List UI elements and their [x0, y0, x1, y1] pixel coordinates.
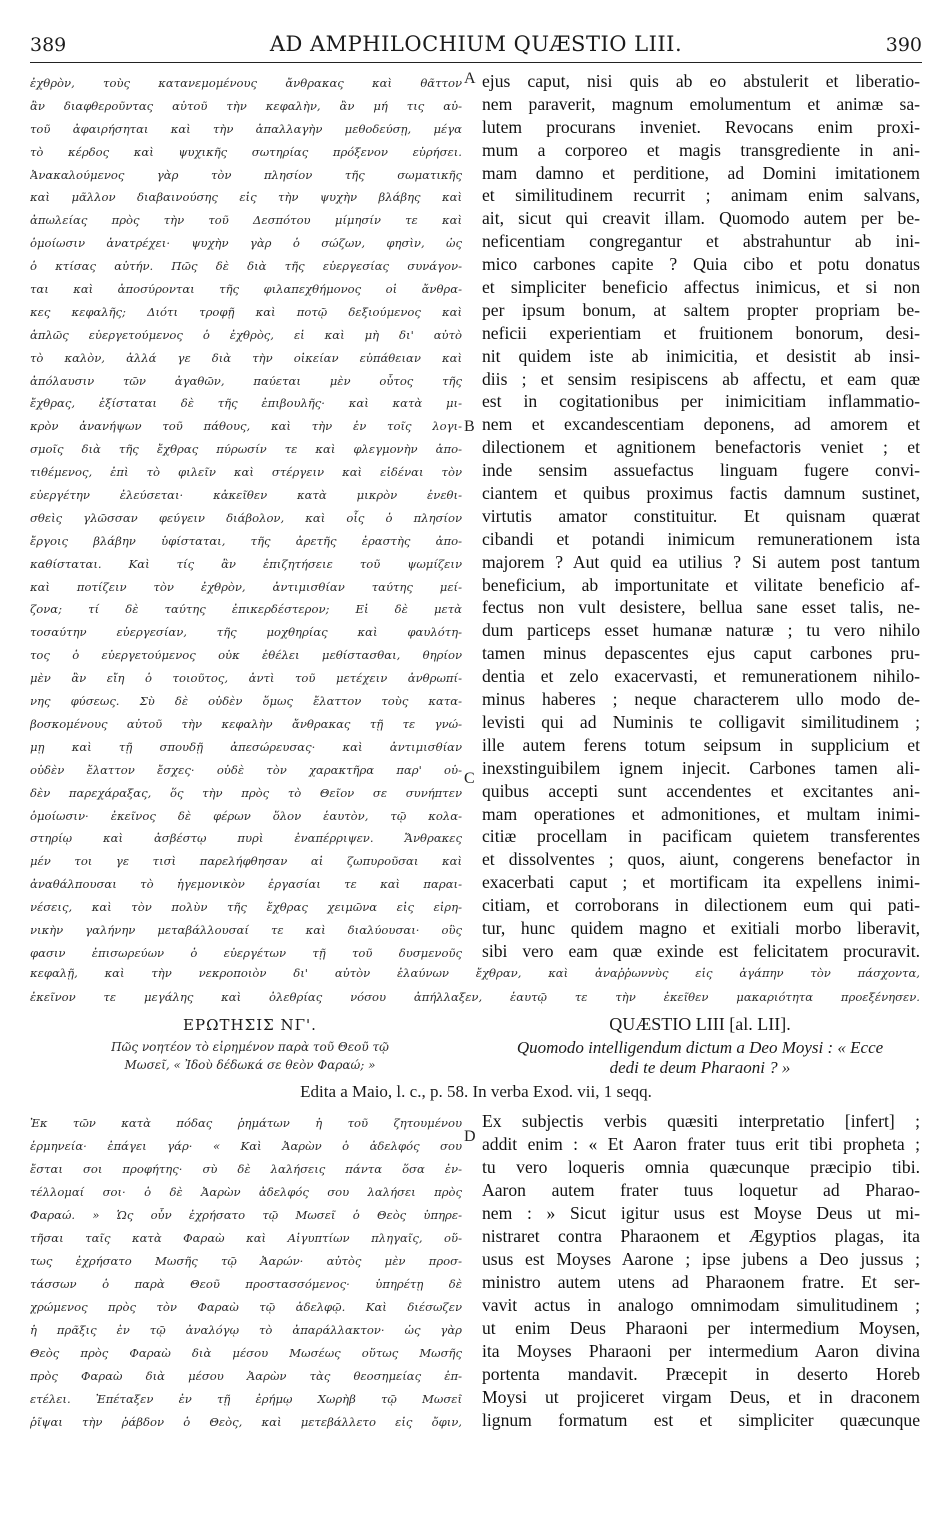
text-line: inexstinguibilem ignem injecit. Carbones tamen ali-: [482, 757, 920, 778]
greek-full-line-1: κεφαλῇ, καὶ τὴν νεκροποιὸν δι' αὐτὸν ἐλαύνων ἔχθραν, καὶ ἀναῤῥωννὺς εἰς ἀγάπην τὸν πάσχοντα,: [30, 966, 920, 980]
text-line: mum a corporeo et magis transgrediente in ani-: [482, 139, 920, 160]
text-line: portenta mandavit. Præcepit in deserto Horeb: [482, 1364, 920, 1384]
text-line: lignum formatum est et simpliciter quæcunque: [482, 1410, 920, 1430]
text-line: νικὴν γαλήνην μεταβάλλουσαί τε καὶ διαλύουσαι· οὓς: [30, 922, 462, 937]
text-line: τῆσαι ταῖς κατὰ Φαραὼ καὶ Αἰγυπτίων πληγαῖς, οὕ-: [30, 1231, 462, 1245]
text-line: dilectionem et agnitionem benefactoris veniet ; et: [482, 437, 920, 458]
text-line: exacerbati caput ; et mortificam ita expellens inimi-: [482, 872, 920, 893]
header-rule: [30, 62, 922, 63]
margin-marker-d: D: [464, 1128, 476, 1145]
margin-marker-a: A: [464, 70, 476, 87]
text-line: Ἐκ τῶν κατὰ πόδας ῥημάτων ἡ τοῦ ζητουμένου: [30, 1116, 462, 1130]
text-line: ciantem et quibus proximus factis damnum sustinet,: [482, 483, 920, 504]
text-line: mam operationes et admonitiones, et multam inimi-: [482, 803, 920, 824]
greek-question-subtitle-2: Μωσεῖ, « Ἰδοὺ δέδωκά σε θεὸν Φαραώ; »: [124, 1058, 376, 1072]
latin-question-subtitle-1: Quomodo intelligendum dictum a Deo Moysi : « Ecce: [516, 1038, 884, 1057]
text-line: vavit actus in analogo omnimodam simulitudinem ;: [482, 1295, 920, 1315]
greek-question-subtitle-1: Πῶς νοητέον τὸ εἰρημένον παρὰ τοῦ Θεοῦ τῷ: [111, 1040, 389, 1054]
text-line: ῥῖψαι τὴν ῥάβδον ὁ Θεὸς, καὶ μετεβάλλετο εἰς ὄφιν,: [30, 1415, 462, 1429]
latin-question-subtitle-2: dedi te deum Pharaoni ? »: [609, 1058, 791, 1077]
text-line: ἀπόλαυσιν τῶν ἀγαθῶν, παύεται μὲν οὗτος τῆς: [30, 373, 462, 388]
text-line: ἔχθρας, ἐξίσταται δὲ τῆς ἐπιβουλῆς· καὶ κατὰ μι-: [30, 396, 462, 411]
text-line: ἡ πρᾶξις ἐν τῷ ἀναλόγῳ τὸ ἀπαράλλακτον· ὡς γὰρ: [30, 1323, 462, 1337]
text-line: φασιν ἐπισωρεύων ὁ εὐεργέτων τῇ τοῦ δυσμενοῦς: [30, 945, 462, 960]
text-line: τοῦ ἀφαιρήσηται καὶ τὴν ἀπαλλαγὴν μεθοδεύσῃ, μέγα: [30, 121, 462, 136]
text-line: nem et excandescentiam deponens, ad amorem et: [482, 414, 920, 435]
text-line: ἔσται σοι προφήτης· σὺ δὲ λαλήσεις πάντα ὅσα ἐν-: [30, 1162, 462, 1176]
latin-column-bottom: [482, 1110, 920, 1432]
text-line: καὶ ποτίζειν τὸν ἐχθρὸν, ἀντιμισθίαν ταύτης μεί-: [30, 579, 462, 594]
text-line: virtutis amator constituitur. Et quisnam quærat: [482, 505, 920, 526]
text-line: πρὸς Φαραὼ διὰ μέσου Ἀαρὼν τὰς θεοσημείας ἐπ-: [30, 1369, 462, 1383]
text-line: ejus caput, nisi quis ab eo abstulerit et liberatio-: [482, 71, 920, 91]
text-line: tu vero loqueris omnia quæcunque præcipio tibi.: [482, 1157, 920, 1177]
text-line: mam damno et perditione, ad Domini imitationem: [482, 162, 920, 183]
text-line: neficii experientiam et fruitionem bonorum, desi-: [482, 322, 920, 343]
text-line: Ex subjectis verbis quæsiti interpretatio [infert] ;: [482, 1111, 920, 1131]
text-line: nem : » Sicut igitur usus est Moyse Deus ut mi-: [482, 1203, 920, 1223]
text-line: τὸ κέρδος καὶ ψυχικῆς σωτηρίας πρόξενον εὑρήσει.: [30, 144, 462, 159]
text-line: Φαραώ. » Ὡς οὖν ἐχρήσατο τῷ Μωσεῖ ὁ Θεὸς ὑπηρε-: [30, 1208, 462, 1222]
text-line: νέσεις, καὶ τὸν πολὺν τῆς ἔχθρας χειμῶνα εἰς εἰρη-: [30, 900, 462, 915]
text-line: δὲν παρεχάραξας, ὅς τὴν πρὸς τὸ Θεῖον σε συνήπτεν: [30, 785, 462, 800]
text-line: ἔργοις βλάβην ὑφίσταται, τῆς ἀρετῆς ἐραστὴς ἀπο-: [30, 533, 462, 548]
text-line: σμοῖς διὰ τῆς ἔχθρας πύρωσίν τε καὶ φλεγμονὴν ἀπο-: [30, 442, 462, 457]
text-line: ita Moyses Pharaoni per intermedium Aaron divina: [482, 1341, 920, 1361]
text-line: per ipsum bonum, at saltem propter propriam be-: [482, 299, 920, 320]
text-line: μὲν ἂν εἴη ὁ τοιοῦτος, ἀντὶ τοῦ μετέχειν ἀνθρωπί-: [30, 671, 462, 686]
text-line: ετέλει. Ἐπέταξεν ἐν τῇ ἐρήμῳ Χωρὴβ τῷ Μωσεῖ: [30, 1392, 462, 1406]
text-line: citiæ procellam in pacificam quietem transferentes: [482, 826, 920, 847]
text-line: εὐεργέτην ἐλεύσεται· κἀκεῖθεν κατὰ μικρὸν ἐνεθι-: [30, 488, 462, 503]
text-line: lutem procurans inveniet. Revocans enim proxi-: [482, 116, 920, 137]
text-line: citiam, et corroborans in dilectionem eum qui pati-: [482, 895, 920, 916]
page-header: [0, 32, 952, 56]
text-line: σθεὶς γλῶσσαν φεύγειν διάβολον, καὶ οἷς ὁ πλησίον: [30, 510, 462, 525]
text-line: μῃ καὶ τῇ σπουδῇ ἀπεσώρευσας· καὶ ἀντιμισθίαν: [30, 739, 462, 754]
running-title: AD AMPHILOCHIUM QUÆSTIO LIII.: [269, 32, 683, 56]
latin-question-title: QUÆSTIO LIII [al. LII].: [609, 1014, 791, 1034]
text-line: addit enim : « Et Aaron frater tuus erit tibi propheta ;: [482, 1134, 920, 1154]
text-line: τοσαύτην εὐεργεσίαν, τῆς μοχθηρίας καὶ φαυλότη-: [30, 625, 462, 640]
text-line: τος ὁ εὐεργετούμενος οὐκ ἐθέλει μεθίστασθαι, θηρίον: [30, 648, 462, 663]
text-line: et similitudinem recurrit ; animam enim salvans,: [482, 185, 920, 206]
text-line: τέλλομαί σοι· ὁ δὲ Ἀαρὼν ἀδελφός σου λαλήσει πρὸς: [30, 1185, 462, 1199]
text-line: quibus accepti sunt accendentes et excitantes ani-: [482, 780, 920, 801]
text-line: ille autem ferens totum seipsum in supplicium et: [482, 734, 920, 755]
text-line: inde sensim assuefactus linguam fugere convi-: [482, 460, 920, 481]
text-line: nem paraverit, magnum emolumentum et animæ sa-: [482, 93, 920, 114]
text-line: καὶ μᾶλλον διαβαινούσης εἰς τὴν ψυχὴν βλάβης καὶ: [30, 190, 462, 205]
text-line: et dissolventes ; quos, aiunt, congerens benefactor in: [482, 849, 920, 870]
text-line: ἐχθρὸν, τοὺς κατανεμομένους ἄνθρακας καὶ θᾶττον: [30, 76, 462, 90]
text-line: levisti qui ad Numinis te colligavit similitudinem ;: [482, 711, 920, 732]
greek-question-title: ΕΡΩΤΗΣΙΣ ΝΓ'.: [183, 1016, 317, 1034]
margin-marker-c: C: [464, 770, 475, 787]
text-line: καθίσταται. Καὶ τίς ἂν ἐπιζητήσειε τοῦ ψωμίζειν: [30, 556, 462, 571]
text-line: ἑρμηνεία· ἐπάγει γάρ· « Καὶ Ἀαρὼν ὁ ἀδελφός σου: [30, 1139, 462, 1153]
text-line: majorem ? Aut quid ea utilius ? Si autem post tantum: [482, 551, 920, 572]
text-line: τὸ καλὸν, ἀλλά γε διὰ τὴν οἰκείαν εὐπάθειαν καὶ: [30, 350, 462, 365]
text-line: Θεὸς πρὸς Φαραὼ διὰ μέσου Μωσέως οὕτως Μωσῆς: [30, 1346, 462, 1360]
text-line: neficentiam congregantur et abstrahuntur ab ini-: [482, 231, 920, 252]
greek-column-top: [30, 72, 462, 965]
text-line: νης φύσεως. Σὺ δὲ οὐδὲν ὅμως ἔλαττον τοὺς κατα-: [30, 694, 462, 709]
text-line: κες κεφαλῆς; Διότι τροφῇ καὶ ποτῷ δεξιούμενος καὶ: [30, 304, 462, 319]
text-line: est in cogitationibus per inimicitiam inflammatio-: [482, 391, 920, 412]
latin-column-top: [482, 70, 920, 963]
edition-note: Edita a Maio, l. c., p. 58. In verba Exod. vii, 1 seqq.: [300, 1082, 652, 1101]
text-line: nit quidem iste ab inimicitia, et desistit ab insi-: [482, 345, 920, 366]
text-line: Moysi ut projiceret virgam Deus, et in draconem: [482, 1387, 920, 1407]
text-line: Ἀνακαλούμενος γὰρ τὸν πλησίον τῆς σωματικῆς: [30, 167, 462, 182]
text-line: ἀπωλείας πρὸς τὴν τοῦ Δεσπότου μίμησίν τε καὶ: [30, 213, 462, 228]
text-line: ἂν διαφθεροῦντας αὐτοῦ τὴν κεφαλὴν, ἂν μή τις αὐ-: [30, 98, 462, 113]
text-line: cibandi et potandi inimicum remunerationem ista: [482, 528, 920, 549]
text-line: ὁ κτίσας αὐτήν. Πῶς δὲ διὰ τῆς εὐεργεσίας συνάγον-: [30, 259, 462, 274]
text-line: fectus non vult desistere, bellua sane esset talis, ne-: [482, 597, 920, 618]
text-line: Aaron autem frater tuus loquetur ad Pharao-: [482, 1180, 920, 1200]
text-line: στηρίῳ καὶ ἀσβέστῳ πυρὶ ἐναπέρριψεν. Ἄνθρακες: [30, 831, 462, 846]
greek-column-bottom: [30, 1112, 462, 1434]
text-line: tamen minus depascentes ejus caput carbones pru-: [482, 643, 920, 664]
text-line: τως ἐχρήσατο Μωσῆς τῷ Ἀαρών· αὐτὸς μὲν προσ-: [30, 1254, 462, 1268]
text-line: τιθέμενος, ἐπὶ τὸ φιλεῖν καὶ στέργειν καὶ εἰδέναι τὸν: [30, 465, 462, 480]
text-line: ὁμοίωσιν· ἐκεῖνος δὲ φέρων ὅλον ἑαυτὸν, τῷ κολα-: [30, 808, 462, 823]
text-line: ται καὶ ἀποσύρονται τῆς φιλαπεχθήμονος οἱ ἄνθρα-: [30, 282, 462, 297]
text-line: nistraret contra Pharaonem et Ægyptios plagas, ita: [482, 1226, 920, 1246]
text-line: βοσκομένους αὐτοῦ τὴν κεφαλὴν ἄνθρακας τῇ τε γνώ-: [30, 716, 462, 731]
margin-marker-b: B: [464, 418, 475, 435]
text-line: diis ; et sensim resipiscens ab affectu, et eam quæ: [482, 368, 920, 389]
text-line: usus est Moyses Aarone ; ipse jubens a Deo jussus ;: [482, 1249, 920, 1269]
text-line: ἁπλῶς εὐεργετούμενος ὁ ἐχθρὸς, εἰ καὶ μὴ δι' αὐτὸ: [30, 327, 462, 342]
text-line: mico carbones capite ? Quia cibo et potu donatus: [482, 254, 920, 275]
text-line: μέν τοι γε τισὶ παρελήφθησαν αἱ ζωπυροῦσαι καὶ: [30, 854, 462, 869]
text-line: ἀναθάλπουσαι τὸ ἡγεμονικὸν ἐργασίαι τε καὶ παραι-: [30, 877, 462, 892]
text-line: tur, hunc quidem magno et exitiali morbo liberavit,: [482, 917, 920, 938]
text-line: ministro autem utens ad Pharaonem fratre. Et ser-: [482, 1272, 920, 1292]
text-line: dentia et zelo exacervasti, et remunerationem nihilo-: [482, 666, 920, 687]
text-line: ζονα; τί δὲ ταύτης ἐπικερδέστερον; Εἰ δὲ μετὰ: [30, 602, 462, 617]
text-line: τάσσων ὁ παρὰ Θεοῦ προστασσόμενος· ὑπηρέτῃ δὲ: [30, 1277, 462, 1291]
greek-full-line-2: ἐκεῖνον τε μεγάλης καὶ ὀλεθρίας νόσου ἀπήλλαξεν, ἑαυτῷ τε τὴν ἐκεῖθεν μακαριότητα προεξένησεν.: [30, 990, 920, 1004]
text-line: sibi vero eam quæ exinde est felicitatem procuravit.: [482, 940, 920, 961]
text-line: minus haberes ; neque characterem ullo modo de-: [482, 689, 920, 710]
page-number-left: 389: [30, 34, 67, 56]
text-line: ut enim Deus Pharaoni per intermedium Moysen,: [482, 1318, 920, 1338]
text-line: dum particeps esset humanæ naturæ ; tu vero nihilo: [482, 620, 920, 641]
text-line: ait, sicut qui creavit illam. Quomodo autem per be-: [482, 208, 920, 229]
page-number-right: 390: [885, 34, 922, 56]
text-line: beneficium, ab importunitate et vilitate beneficio af-: [482, 574, 920, 595]
text-line: χρώμενος πρὸς τὸν Φαραὼ τῷ ἀδελφῷ. Καὶ διέσωζεν: [30, 1300, 462, 1314]
text-line: οὐδὲν ἔλαττον ἔσχες· οὐδὲ τὸν χαρακτῆρα παρ' οὐ-: [30, 762, 462, 777]
text-line: ὁμοίωσιν ἀνατρέχει· ψυχὴν γὰρ ὁ σώζων, φησὶν, ὡς: [30, 236, 462, 251]
text-line: et simpliciter beneficio affectus inimicus, et si non: [482, 277, 920, 298]
text-line: κρὸν ἀνανήψων τοῦ πάθους, καὶ τὴν ἐν τοῖς λογι-: [30, 419, 462, 434]
